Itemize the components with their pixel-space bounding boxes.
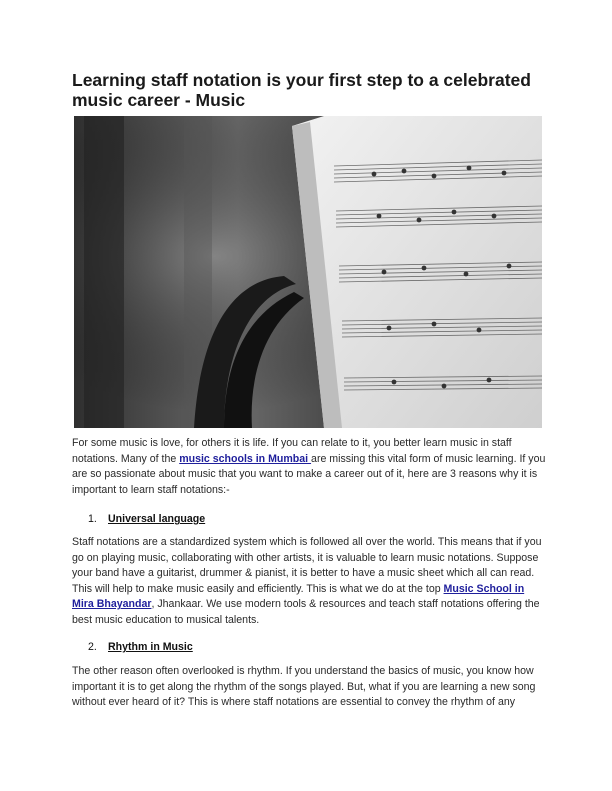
section-heading-universal-language [88, 512, 205, 527]
universal-language-paragraph [72, 535, 547, 629]
section-heading-rhythm [88, 640, 193, 655]
rhythm-paragraph: The other reason often overlooked is rhythm. If you understand the basics of music, you know how important it is to get along the rhythm of the songs played. But, what if you are learning a new song without ever heard of it? This is where staff notations are essential to convey the rhythm of any [72, 665, 536, 709]
intro-paragraph [72, 436, 547, 498]
article-title: Learning staff notation is your first step to a celebrated music career - Music [72, 70, 531, 110]
music-school-mira-bhayandar-link[interactable]: Music School in Mira Bhayandar [72, 582, 525, 611]
intro-text-1: For some music is love, for others it is life. If you can relate to it, you better learn music in staff notations. Many of the [72, 437, 512, 465]
section-title: Universal language [108, 513, 206, 525]
section-title: Rhythm in Music [108, 641, 193, 653]
section-number: 1. [88, 513, 97, 525]
intro-text-2: are missing this vital form of music learning. If you are so passionate about music that you want to make a career out of it, here are 3 reasons why it is important to learn staff notations:- [72, 452, 546, 496]
music-schools-mumbai-link[interactable]: music schools in Mumbai [179, 452, 312, 465]
section-text-2: , Jhankaar. We use modern tools & resources and teach staff notations offering the best music education to musical talents. [72, 598, 540, 626]
sheet-music-photo [74, 116, 542, 428]
section-number: 2. [88, 641, 97, 653]
section-text-1: Staff notations are a standardized system which is followed all over the world. This means that if you go on playing music, collaborating with other artists, it is valuable to learn music notations. Suppose your band have a guitarist, drummer & pianist, it is better to have a music sheet which all can read. This will help to make music easily and efficiently. This is what we do at the top [72, 536, 542, 595]
